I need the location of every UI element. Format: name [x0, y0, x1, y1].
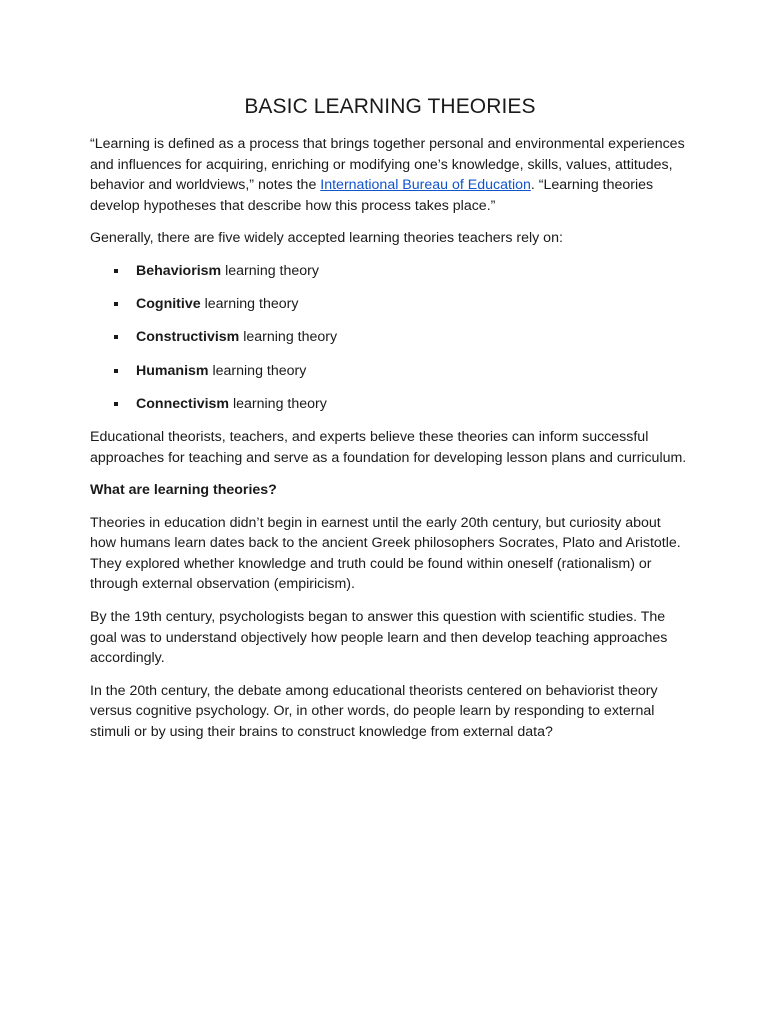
ibe-link[interactable]: International Bureau of Education [320, 177, 531, 194]
section-subheading: What are learning theories? [90, 482, 277, 499]
list-item [90, 361, 690, 382]
theory-term-behaviorism: Behaviorism [136, 262, 222, 279]
body-paragraph-3: In the 20th century, the debate among educational theorists centered on behaviorist theory versus cognitive psychology. Or, in other words, do people learn by responding to external stimuli or by using their brains to construct knowledge from external data? [90, 682, 658, 741]
list-intro: Generally, there are five widely accepted learning theories teachers rely on: [90, 230, 563, 247]
theory-term-connectivism: Connectivism [136, 395, 230, 412]
theories-list [90, 261, 690, 414]
theory-suffix: learning theory [208, 362, 307, 379]
body-paragraph-2: By the 19th century, psychologists began to answer this question with scientific studies. The goal was to understand objectively how people learn and then develop teaching approaches accordingly. [90, 609, 668, 667]
theory-suffix: learning theory [221, 262, 319, 279]
theory-term-cognitive: Cognitive [136, 296, 201, 313]
list-item [90, 327, 690, 348]
theory-suffix: learning theory [200, 296, 299, 313]
document-title: BASIC LEARNING THEORIES [244, 95, 536, 118]
intro-text-after-link: . “Learning theories develop hypotheses that describe how this process takes place.” [90, 177, 654, 214]
theory-term-humanism: Humanism [136, 362, 209, 379]
theory-suffix: learning theory [229, 395, 327, 412]
list-item [90, 394, 690, 415]
list-item [90, 261, 690, 282]
theory-suffix: learning theory [239, 329, 338, 346]
body-paragraph-1: Theories in education didn’t begin in earnest until the early 20th century, but curiosity about how humans learn dates back to the ancient Greek philosophers Socrates, Plato and Aristotle. They explored whether knowledge and truth could be found within oneself (rationalism) or through external observation (empiricism). [90, 514, 681, 593]
paragraph-after-list: Educational theorists, teachers, and experts believe these theories can inform successful approaches for teaching and serve as a foundation for developing lesson plans and curriculum. [90, 428, 687, 466]
intro-paragraph [90, 134, 690, 216]
intro-text-before-link: “Learning is defined as a process that brings together personal and environmental experiences and influences for acquiring, enriching or modifying one’s knowledge, skills, values, attitudes, behavior and worldviews,” notes the [90, 136, 685, 194]
theory-term-constructivism: Constructivism [136, 329, 240, 346]
list-item [90, 294, 690, 315]
